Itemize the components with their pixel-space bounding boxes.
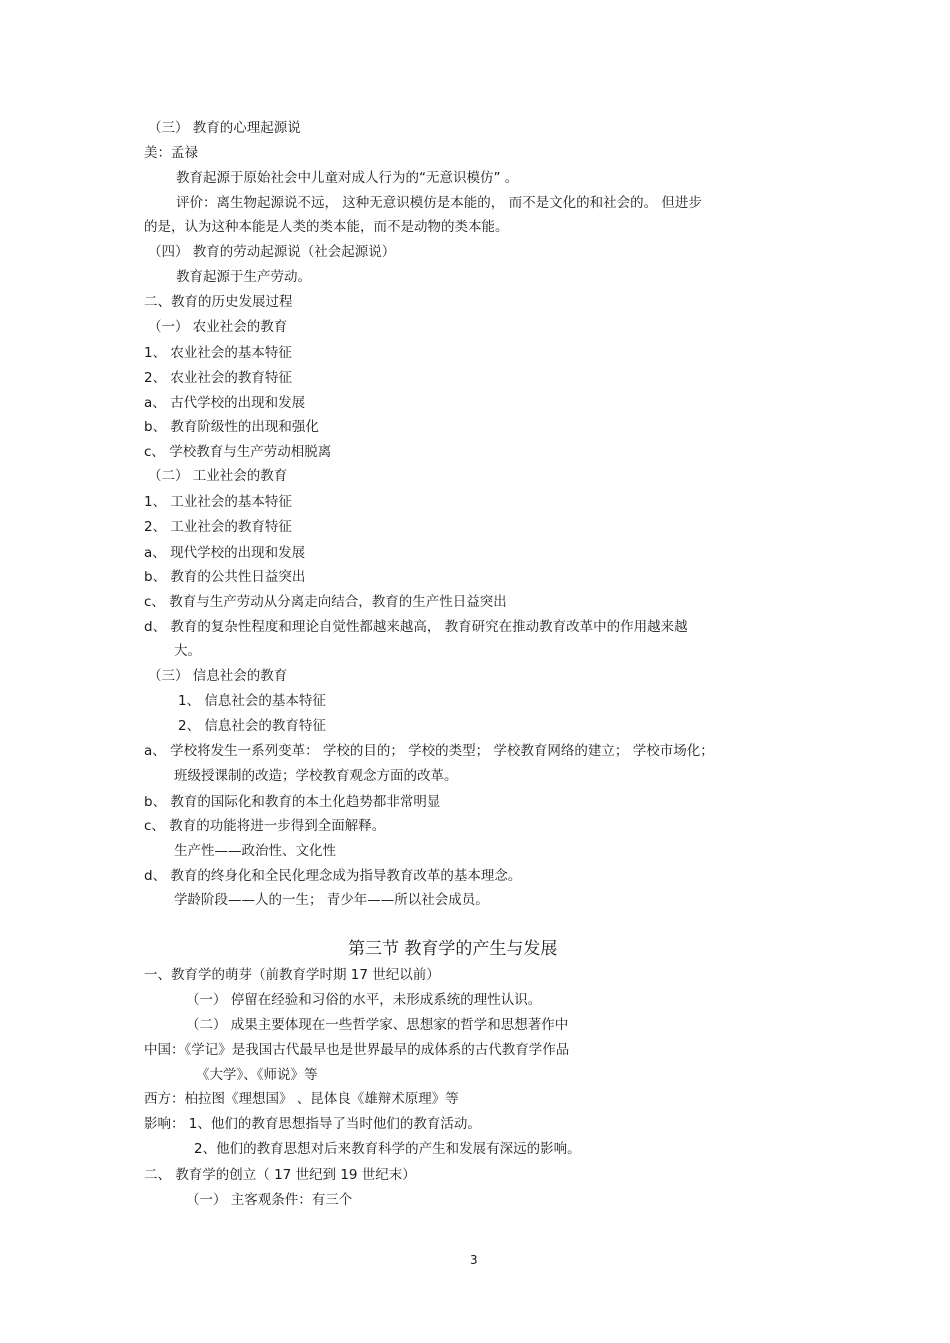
text-line: 教育起源于原始社会中儿童对成人行为的“无意识模仿” 。 (176, 170, 519, 186)
list-item: c、 学校教育与生产劳动相脱离 (144, 444, 332, 460)
list-item: d、 教育的复杂性程度和理论自觉性都越来越高， 教育研究在推动教育改革中的作用越来越 (144, 619, 688, 635)
text-line: 中国：《学记》是我国古代最早也是世界最早的成体系的古代教育学作品 (144, 1042, 570, 1058)
text-line: 西方：柏拉图《理想国》 、昆体良《雄辩术原理》等 (144, 1091, 459, 1107)
text-line: 的是，认为这种本能是人类的类本能，而不是动物的类本能。 (144, 219, 509, 235)
list-item: （一） 主客观条件：有三个 (186, 1192, 353, 1208)
text-line: 评价：离生物起源说不远， 这种无意识模仿是本能的， 而不是文化的和社会的。 但进步 (176, 195, 702, 211)
heading-information-society: （三） 信息社会的教育 (148, 668, 288, 684)
text-line: 影响： 1、他们的教育思想指导了当时他们的教育活动。 (144, 1116, 481, 1132)
list-item: c、 教育与生产劳动从分离走向结合，教育的生产性日益突出 (144, 594, 507, 610)
list-item: c、 教育的功能将进一步得到全面解释。 (144, 818, 386, 834)
list-item: （一） 停留在经验和习俗的水平，未形成系统的理性认识。 (186, 992, 542, 1008)
list-item: 2、 信息社会的教育特征 (178, 718, 326, 734)
heading-labor-origin: （四） 教育的劳动起源说（社会起源说） (148, 244, 396, 260)
list-item: d、 教育的终身化和全民化理念成为指导教育改革的基本理念。 (144, 868, 522, 884)
list-item: 1、 工业社会的基本特征 (144, 494, 292, 510)
list-item: b、 教育的公共性日益突出 (144, 569, 306, 585)
list-item: a、 现代学校的出现和发展 (144, 545, 306, 561)
list-item: 1、 农业社会的基本特征 (144, 345, 292, 361)
list-item: 2、 工业社会的教育特征 (144, 519, 292, 535)
text-line: 教育起源于生产劳动。 (176, 269, 311, 285)
list-item: b、 教育的国际化和教育的本土化趋势都非常明显 (144, 794, 441, 810)
heading-psychological-origin: （三） 教育的心理起源说 (148, 120, 301, 136)
heading-pedagogy-origin: 一、教育学的萌芽（前教育学时期 17 世纪以前） (144, 967, 440, 983)
text-line: 《大学》、《师说》等 (196, 1067, 318, 1083)
heading-historical-development: 二、教育的历史发展过程 (144, 294, 293, 310)
heading-pedagogy-founding: 二、 教育学的创立（ 17 世纪到 19 世纪末） (144, 1167, 416, 1183)
heading-agricultural-society: （一） 农业社会的教育 (148, 319, 288, 335)
list-item: a、 学校将发生一系列变革： 学校的目的； 学校的类型； 学校教育网络的建立； 学校市场化； (144, 743, 714, 759)
section-title: 第三节 教育学的产生与发展 (348, 939, 558, 959)
list-item: （二） 成果主要体现在一些哲学家、思想家的哲学和思想著作中 (186, 1017, 569, 1033)
heading-industrial-society: （二） 工业社会的教育 (148, 468, 288, 484)
text-line: 班级授课制的改造；学校教育观念方面的改革。 (174, 768, 458, 784)
text-line: 生产性——政治性、文化性 (174, 843, 336, 859)
list-item: 2、 农业社会的教育特征 (144, 370, 292, 386)
text-line: 2、他们的教育思想对后来教育科学的产生和发展有深远的影响。 (194, 1141, 581, 1157)
list-item: b、 教育阶级性的出现和强化 (144, 419, 319, 435)
list-item: 1、 信息社会的基本特征 (178, 693, 326, 709)
page-number: 3 (470, 1253, 478, 1267)
list-item: a、 古代学校的出现和发展 (144, 395, 306, 411)
text-line: 美：孟禄 (144, 145, 198, 161)
text-line: 大。 (174, 643, 201, 659)
text-line: 学龄阶段——人的一生； 青少年——所以社会成员。 (174, 892, 489, 908)
